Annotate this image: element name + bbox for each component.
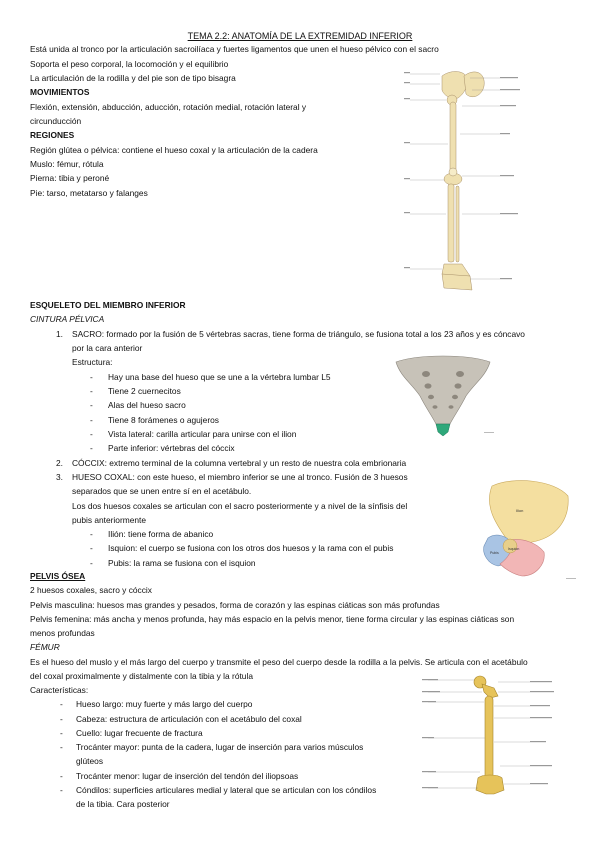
- coccix-line: CÓCCIX: extremo terminal de la columna vertebral y un resto de nuestra cola embrionaria: [72, 458, 407, 468]
- regiones-heading: REGIONES: [30, 130, 75, 140]
- femur-item: Cabeza: estructura de articulación con el acetábulo del coxal: [76, 714, 302, 724]
- cintura-pelvica-subheading: CINTURA PÉLVICA: [30, 314, 105, 324]
- coxal-label-isquion: Isquion: [508, 547, 520, 551]
- bullet: -: [60, 771, 63, 781]
- lower-limb-skeleton-figure: [400, 64, 530, 304]
- pelvis-line-4: menos profundas: [30, 628, 95, 638]
- coxal-label-pubis: Pubis: [490, 551, 499, 555]
- caracteristicas-label: Características:: [30, 685, 89, 695]
- intro-line-1: Está unida al tronco por la articulación sacroilíaca y fuertes ligamentos que unen el hueso pélvico con el sacro: [30, 44, 439, 54]
- bullet: -: [90, 443, 93, 453]
- pelvis-line-3: Pelvis femenina: más ancha y menos profunda, hay más espacio en la pelvis menor, tiene forma circular y las espinas ciáticas son: [30, 614, 515, 624]
- coxal-bone-figure: [470, 478, 580, 584]
- movimientos-heading: MOVIMIENTOS: [30, 87, 90, 97]
- coxal-line-2: separados que se unen entre sí en el acetábulo.: [72, 486, 252, 496]
- esqueleto-heading: ESQUELETO DEL MIEMBRO INFERIOR: [30, 300, 186, 310]
- coxal-label-ilion: Ilion: [516, 508, 524, 513]
- intro-line-3: La articulación de la rodilla y del pie son de tipo bisagra: [30, 73, 236, 83]
- pelvis-osea-heading: PELVIS ÓSEA: [30, 571, 86, 581]
- bullet: -: [90, 558, 93, 568]
- region-item: Pierna: tibia y peroné: [30, 173, 110, 183]
- bullet: -: [90, 543, 93, 553]
- sacro-item: Tiene 8 forámenes o agujeros: [108, 415, 219, 425]
- femur-line-1: Es el hueso del muslo y el más largo del cuerpo y transmite el peso del cuerpo desde la rodilla a la pelvis. Se articula con el acetábulo: [30, 657, 528, 667]
- page-title: TEMA 2.2: ANATOMÍA DE LA EXTREMIDAD INFERIOR: [187, 31, 413, 41]
- coxal-item: Pubis: la rama se fusiona con el isquion: [108, 558, 256, 568]
- bullet: -: [60, 714, 63, 724]
- region-item: Pie: tarso, metatarso y falanges: [30, 188, 148, 198]
- sacro-line-2: por la cara anterior: [72, 343, 143, 353]
- femur-item-continuation: glúteos: [76, 756, 104, 766]
- femur-item-continuation: de la tibia. Cara posterior: [76, 799, 170, 809]
- region-item: Región glútea o pélvica: contiene el hueso coxal y la articulación de la cadera: [30, 145, 318, 155]
- sacrum-figure: [388, 350, 498, 440]
- list-number: 2.: [56, 458, 63, 468]
- coxal-line-3: Los dos huesos coxales se articulan con el sacro posteriormente y a nivel de la sínfisis del: [72, 501, 408, 511]
- femur-item: Trocánter mayor: punta de la cadera, lugar de inserción para varios músculos: [76, 742, 364, 752]
- bullet: -: [90, 372, 93, 382]
- pelvis-line-2: Pelvis masculina: huesos mas grandes y pesados, forma de corazón y las espinas ciáticas son más profundas: [30, 600, 440, 610]
- list-number: 1.: [56, 329, 63, 339]
- list-number: 3.: [56, 472, 63, 482]
- movimientos-line-2: circunducción: [30, 116, 82, 126]
- bullet: -: [90, 415, 93, 425]
- femur-item: Cóndilos: superficies articulares medial y lateral que se articulan con los cóndilos: [76, 785, 377, 795]
- bullet: -: [60, 728, 63, 738]
- femur-item: Hueso largo: muy fuerte y más largo del cuerpo: [76, 699, 253, 709]
- bullet: -: [90, 529, 93, 539]
- coxal-line-4: pubis anteriormente: [72, 515, 147, 525]
- pelvis-line-1: 2 huesos coxales, sacro y cóccix: [30, 585, 152, 595]
- movimientos-line-1: Flexión, extensión, abducción, aducción, rotación medial, rotación lateral y: [30, 102, 307, 112]
- sacro-item: Alas del hueso sacro: [108, 400, 186, 410]
- bullet: -: [90, 400, 93, 410]
- sacro-item: Parte inferior: vértebras del cóccix: [108, 443, 235, 453]
- bullet: -: [90, 429, 93, 439]
- estructura-label: Estructura:: [72, 357, 113, 367]
- femur-figure: [420, 672, 560, 802]
- bullet: -: [60, 785, 63, 795]
- femur-item: Trocánter menor: lugar de inserción del tendón del iliopsoas: [76, 771, 299, 781]
- sacro-item: Tiene 2 cuernecitos: [108, 386, 181, 396]
- sacro-line-1: SACRO: formado por la fusión de 5 vértebras sacras, tiene forma de triángulo, se fusiona total a los 23 años y es cóncavo: [72, 329, 525, 339]
- coxal-item: Ilión: tiene forma de abanico: [108, 529, 214, 539]
- bullet: -: [90, 386, 93, 396]
- sacro-item: Hay una base del hueso que se une a la vértebra lumbar L5: [108, 372, 331, 382]
- coxal-line-1: HUESO COXAL: con este hueso, el miembro inferior se une al tronco. Fusión de 3 huesos: [72, 472, 408, 482]
- sacro-item: Vista lateral: carilla articular para unirse con el ilion: [108, 429, 297, 439]
- femur-heading: FÉMUR: [30, 642, 60, 652]
- region-item: Muslo: fémur, rótula: [30, 159, 104, 169]
- bullet: -: [60, 742, 63, 752]
- femur-line-2: del coxal proximalmente y distalmente con la tibia y la rótula: [30, 671, 253, 681]
- intro-line-2: Soporta el peso corporal, la locomoción y el equilibrio: [30, 59, 229, 69]
- bullet: -: [60, 699, 63, 709]
- coxal-item: Isquion: el cuerpo se fusiona con los otros dos huesos y la rama con el pubis: [108, 543, 394, 553]
- femur-item: Cuello: lugar frecuente de fractura: [76, 728, 203, 738]
